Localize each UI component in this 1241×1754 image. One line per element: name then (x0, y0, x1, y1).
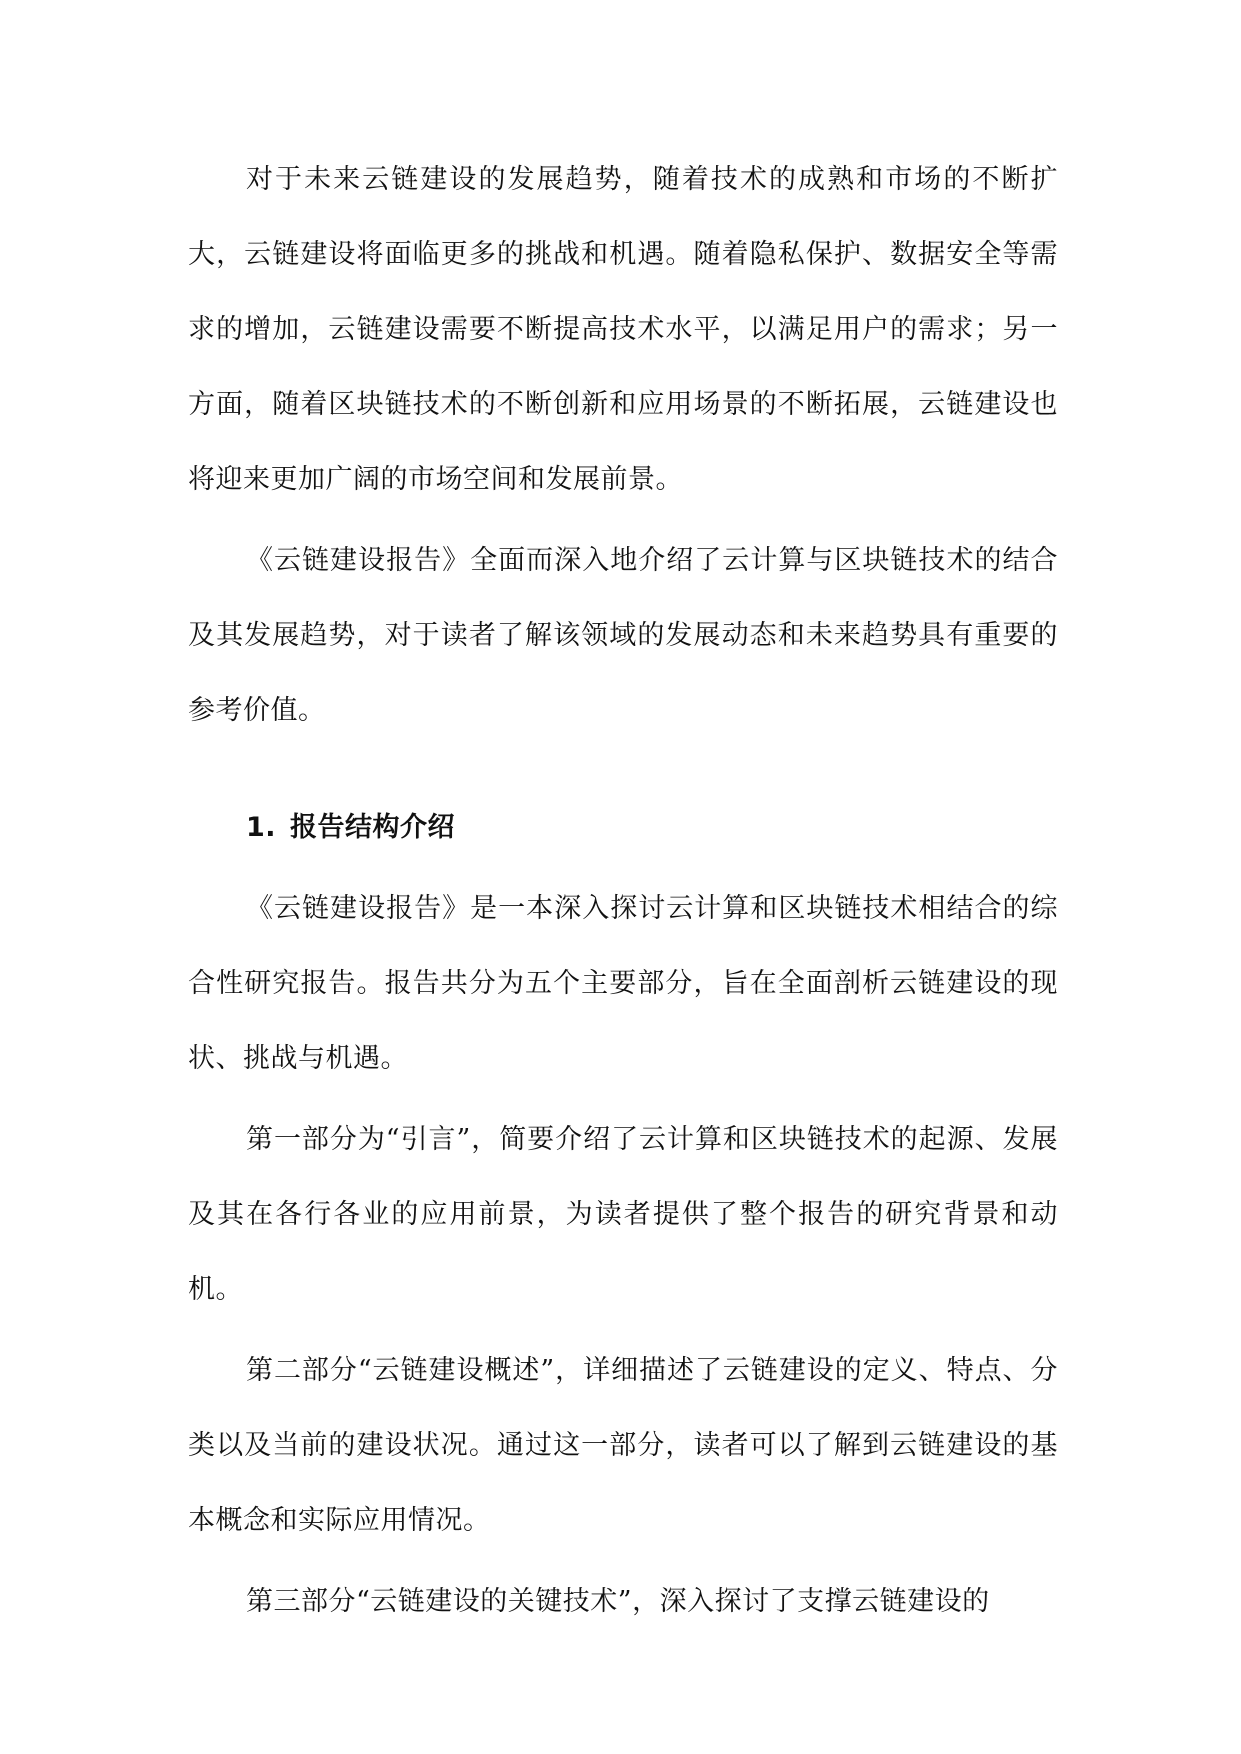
paragraph-part-one: 第一部分为“引言”，简要介绍了云计算和区块链技术的起源、发展及其在各行各业的应用前景，为读者提供了整个报告的研究背景和动机。 (188, 1124, 1058, 1305)
paragraph-report-value: 《云链建设报告》全面而深入地介绍了云计算与区块链技术的结合及其发展趋势，对于读者了解该领域的发展动态和未来趋势具有重要的参考价值。 (188, 545, 1058, 726)
document-body (188, 142, 1058, 1645)
section-number: 1. (246, 812, 277, 843)
paragraph-part-three: 第三部分“云链建设的关键技术”，深入探讨了支撑云链建设的 (246, 1586, 990, 1617)
paragraph-part-two: 第二部分“云链建设概述”，详细描述了云链建设的定义、特点、分类以及当前的建设状况。通过这一部分，读者可以了解到云链建设的基本概念和实际应用情况。 (188, 1355, 1058, 1536)
paragraph-future-trends: 对于未来云链建设的发展趋势，随着技术的成熟和市场的不断扩大，云链建设将面临更多的挑战和机遇。随着隐私保护、数据安全等需求的增加，云链建设需要不断提高技术水平，以满足用户的需求；另一方面，随着区块链技术的不断创新和应用场景的不断拓展，云链建设也将迎来更加广阔的市场空间和发展前景。 (188, 164, 1058, 495)
paragraph-report-overview: 《云链建设报告》是一本深入探讨云计算和区块链技术相结合的综合性研究报告。报告共分为五个主要部分，旨在全面剖析云链建设的现状、挑战与机遇。 (188, 893, 1058, 1074)
section-title: 报告结构介绍 (290, 812, 456, 843)
section-heading (188, 790, 1058, 865)
